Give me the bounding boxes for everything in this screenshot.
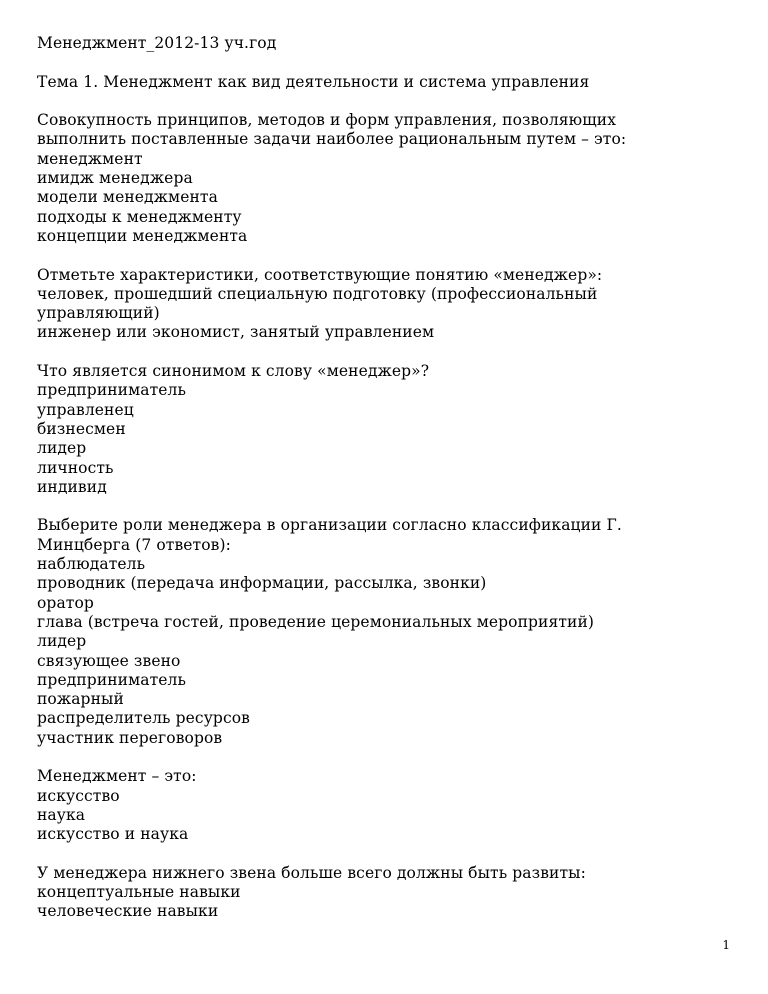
answer-option: искусство — [37, 786, 120, 805]
question-block — [37, 516, 737, 748]
spacer — [37, 246, 737, 265]
answer-option: лидер — [37, 439, 87, 458]
answer-option: пожарный — [37, 690, 124, 709]
answer-option: индивид — [37, 477, 107, 496]
answer-option: участник переговоров — [37, 728, 223, 747]
question-block — [37, 111, 737, 246]
answer-option: управляющий) — [37, 304, 160, 323]
answer-option: глава (встреча гостей, проведение церемониальных мероприятий) — [37, 612, 595, 631]
spacer — [37, 748, 737, 767]
spacer — [37, 343, 737, 362]
answer-option: распределитель ресурсов — [37, 709, 250, 728]
question-text: Отметьте характеристики, соответствующие понятию «менеджер»: — [37, 265, 603, 284]
question-text: Менеджмент – это: — [37, 767, 197, 786]
question-block — [37, 864, 737, 922]
answer-option: предприниматель — [37, 670, 187, 689]
answer-option: концепции менеджмента — [37, 226, 248, 245]
question-block — [37, 362, 737, 497]
question-text: Совокупность принципов, методов и форм управления, позволяющих — [37, 111, 617, 130]
answer-option: имидж менеджера — [37, 169, 193, 188]
answer-option: подходы к менеджменту — [37, 207, 242, 226]
document-page — [37, 34, 737, 922]
question-text: Выберите роли менеджера в организации согласно классификации Г. — [37, 516, 622, 535]
question-text: Минцберга (7 ответов): — [37, 535, 231, 554]
answer-option: искусство и наука — [37, 825, 189, 844]
answer-option: человек, прошедший специальную подготовку (профессиональный — [37, 284, 598, 303]
answer-option: наблюдатель — [37, 555, 146, 574]
answer-option: инженер или экономист, занятый управлением — [37, 323, 435, 342]
spacer — [37, 497, 737, 516]
answer-option: управленец — [37, 400, 134, 419]
spacer — [37, 844, 737, 863]
topic-title: Тема 1. Менеджмент как вид деятельности и система управления — [37, 72, 590, 91]
spacer — [37, 53, 737, 72]
question-text: Что является синонимом к слову «менеджер»? — [37, 362, 430, 381]
spacer — [37, 92, 737, 111]
answer-option: лидер — [37, 632, 87, 651]
document-header: Менеджмент_2012-13 уч.год — [37, 34, 277, 52]
question-text: выполнить поставленные задачи наиболее рациональным путем – это: — [37, 130, 627, 149]
question-text: У менеджера нижнего звена больше всего должны быть развиты: — [37, 863, 586, 882]
answer-option: менеджмент — [37, 149, 143, 168]
answer-option: модели менеджмента — [37, 188, 218, 207]
answer-option: оратор — [37, 593, 94, 612]
answer-option: предприниматель — [37, 381, 187, 400]
answer-option: связующее звено — [37, 651, 181, 670]
answer-option: наука — [37, 805, 86, 824]
answer-option: человеческие навыки — [37, 902, 219, 921]
answer-option: проводник (передача информации, рассылка, звонки) — [37, 574, 487, 593]
answer-option: личность — [37, 458, 114, 477]
question-block — [37, 266, 737, 343]
page-number: 1 — [722, 938, 730, 952]
answer-option: концептуальные навыки — [37, 883, 241, 902]
question-block — [37, 767, 737, 844]
answer-option: бизнесмен — [37, 419, 126, 438]
